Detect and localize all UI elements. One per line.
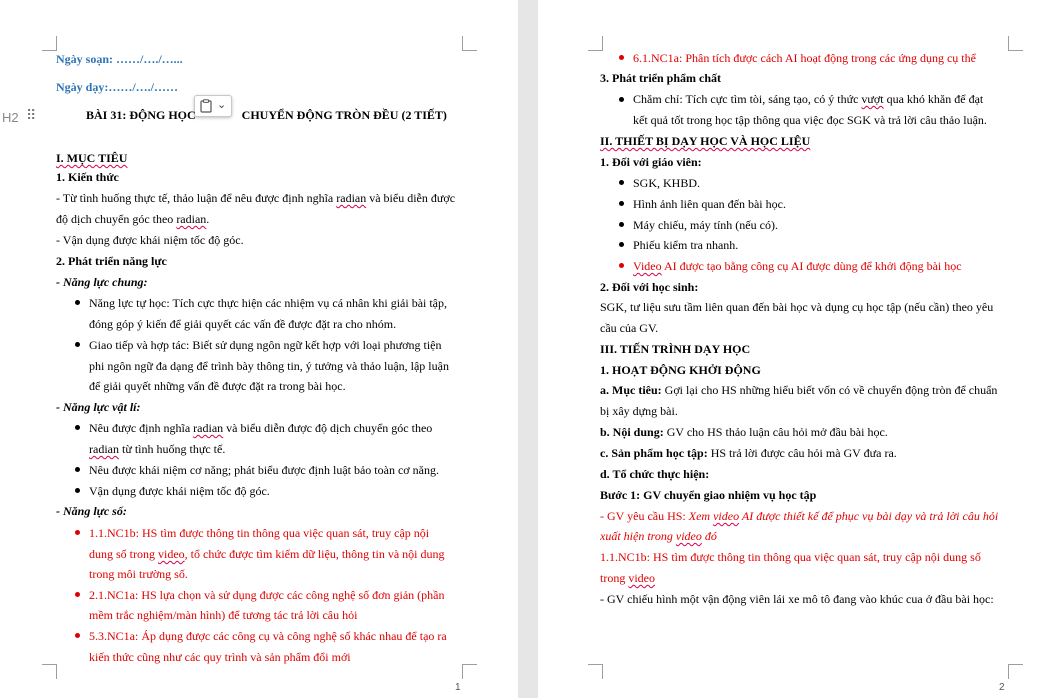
- bullet-icon: [619, 242, 624, 247]
- list-item: Giao tiếp và hợp tác: Biết sử dụng ngôn ngữ kết hợp với loại phương tiện: [89, 338, 442, 352]
- bullet-icon: [619, 97, 624, 102]
- paragraph: - Vận dụng được khái niệm tốc độ góc.: [56, 233, 244, 247]
- paragraph: bị xây dựng bài.: [600, 404, 678, 418]
- bullet-icon: [619, 201, 624, 206]
- crop-mark: [588, 664, 603, 679]
- list-item: 5.3.NC1a: Áp dụng được các công cụ và công nghệ số khác nhau để tạo ra: [89, 629, 447, 643]
- list-item: SGK, KHBD.: [633, 176, 701, 190]
- bullet-icon: [619, 180, 624, 185]
- heading-competencies: 2. Phát triển năng lực: [56, 254, 167, 268]
- list-item-cont: mềm trắc nghiệm/màn hình) để tương tác trả lời câu hỏi: [89, 608, 358, 622]
- heading-style-marker[interactable]: H2: [2, 110, 19, 125]
- list-item: Chăm chỉ: Tích cực tìm tòi, sáng tạo, có ý thức vượt qua khó khăn để đạt: [633, 92, 984, 106]
- bullet-icon: [75, 300, 80, 305]
- section-equipment: II. THIẾT BỊ DẠY HỌC VÀ HỌC LIỆU: [600, 134, 811, 148]
- list-item: Năng lực tự học: Tích cực thực hiện các nhiệm vụ cá nhân khi giải bài tập,: [89, 296, 448, 310]
- paragraph: - GV yêu cầu HS: Xem video AI được thiết kế để phục vụ bài dạy và trả lời câu hỏi: [600, 509, 999, 523]
- bullet-icon: [75, 592, 80, 597]
- paragraph: trong video: [600, 571, 656, 585]
- date-prepared: Ngày soạn: ……/…./…...: [56, 52, 183, 66]
- heading-step1: Bước 1: GV chuyển giao nhiệm vụ học tập: [600, 488, 817, 502]
- paragraph: cầu của GV.: [600, 321, 659, 335]
- list-item-cont: radian từ tình huống thực tế.: [89, 442, 226, 456]
- list-item: 6.1.NC1a: Phân tích được cách AI hoạt động trong các ứng dụng cụ thể: [633, 51, 976, 65]
- heading-teacher: 1. Đối với giáo viên:: [600, 155, 702, 169]
- list-item: Phiếu kiểm tra nhanh.: [633, 238, 739, 252]
- list-item: Vận dụng được khái niệm tốc độ góc.: [89, 484, 270, 498]
- heading-student: 2. Đối với học sinh:: [600, 280, 699, 294]
- heading-qualities: 3. Phát triển phẩm chất: [600, 71, 721, 85]
- list-item: Video AI được tạo bằng công cụ AI được dùng để khởi động bài học: [633, 259, 962, 273]
- page-number: 2: [999, 682, 1005, 693]
- chevron-down-icon: ⌄: [217, 99, 227, 111]
- grip-icon[interactable]: ⠿: [26, 109, 35, 124]
- bullet-icon: [619, 222, 624, 227]
- heading-activity: 1. HOẠT ĐỘNG KHỞI ĐỘNG: [600, 363, 761, 377]
- paragraph: c. Sản phẩm học tập: HS trả lời được câu hỏi mà GV đưa ra.: [600, 446, 897, 460]
- crop-mark: [462, 36, 477, 51]
- bullet-icon: [619, 263, 624, 268]
- paragraph: SGK, tư liệu sưu tầm liên quan đến bài học và dụng cụ học tập (nếu cần) theo yêu: [600, 300, 994, 314]
- heading-knowledge: 1. Kiến thức: [56, 170, 119, 184]
- bullet-icon: [75, 488, 80, 493]
- lesson-title: BÀI 31: ĐỘNG HỌC CHUYỂN ĐỘNG TRÒN ĐỀU (2 TIẾT): [86, 108, 447, 122]
- paragraph: 1.1.NC1b: HS tìm được thông tin thông qua việc quan sát, truy cập nội dung số: [600, 550, 981, 564]
- crop-mark: [462, 664, 477, 679]
- paragraph: xuất hiện trong video đó: [600, 529, 717, 543]
- subheading: - Năng lực số:: [56, 504, 127, 518]
- page-number: 1: [455, 682, 461, 693]
- list-item-cont: kết quả tốt trong học tập thông qua việc đọc SGK và trả lời câu thảo luận.: [633, 113, 987, 127]
- list-item: Máy chiếu, máy tính (nếu có).: [633, 218, 778, 232]
- crop-mark: [1008, 36, 1023, 51]
- bullet-icon: [75, 467, 80, 472]
- crop-mark: [42, 36, 57, 51]
- paragraph: - GV chiếu hình một vận động viên lái xe mô tô đang vào khúc cua ở đầu bài học:: [600, 592, 994, 606]
- list-item: Nêu được khái niệm cơ năng; phát biểu được định luật bảo toàn cơ năng.: [89, 463, 439, 477]
- paragraph: - Từ tình huống thực tế, thảo luận để nêu được định nghĩa radian và biểu diễn được: [56, 191, 456, 205]
- document-page-2: [538, 0, 1060, 698]
- list-item-cont: trong môi trường số.: [89, 567, 188, 581]
- bullet-icon: [619, 55, 624, 60]
- list-item-cont: dung số trong video, tổ chức được tìm kiếm dữ liệu, thông tin và nội dung: [89, 547, 445, 561]
- list-item-cont: phi ngôn ngữ đa dạng để trình bày thông tin, ý tưởng và thảo luận, lập luận: [89, 359, 449, 373]
- subheading: - Năng lực vật lí:: [56, 400, 141, 414]
- subheading: - Năng lực chung:: [56, 275, 148, 289]
- document-page-1: [0, 0, 518, 698]
- bullet-icon: [75, 425, 80, 430]
- bullet-icon: [75, 633, 80, 638]
- list-item-cont: để giải quyết những vấn đề được đặt ra trong bài học.: [89, 379, 346, 393]
- paragraph: a. Mục tiêu: Gợi lại cho HS những hiểu biết vốn có về chuyển động tròn để chuẩn: [600, 383, 998, 397]
- section-objectives: I. MỤC TIÊU: [56, 151, 128, 165]
- crop-mark: [1008, 664, 1023, 679]
- heading-organize: d. Tổ chức thực hiện:: [600, 467, 710, 481]
- paragraph: b. Nội dung: GV cho HS thảo luận câu hỏi mở đầu bài học.: [600, 425, 888, 439]
- bullet-icon: [75, 342, 80, 347]
- crop-mark: [42, 664, 57, 679]
- date-taught: Ngày dạy:……/…./……: [56, 80, 179, 94]
- list-item-cont: đóng góp ý kiến để giải quyết các vấn đề được đặt ra cho nhóm.: [89, 317, 397, 331]
- list-item: Hình ảnh liên quan đến bài học.: [633, 197, 786, 211]
- list-item: 2.1.NC1a: HS lựa chọn và sử dụng được các công nghệ số đơn giản (phần: [89, 588, 445, 602]
- list-item-cont: kiến thức cũng như các quy trình và sản phẩm đổi mới: [89, 650, 351, 664]
- list-item: Nêu được định nghĩa radian và biểu diễn được độ dịch chuyển góc theo: [89, 421, 433, 435]
- bullet-icon: [75, 530, 80, 535]
- list-item: 1.1.NC1b: HS tìm được thông tin thông qua việc quan sát, truy cập nội: [89, 526, 430, 540]
- crop-mark: [588, 36, 603, 51]
- section-process: III. TIẾN TRÌNH DẠY HỌC: [600, 342, 751, 356]
- paragraph: độ dịch chuyển góc theo radian.: [56, 212, 210, 226]
